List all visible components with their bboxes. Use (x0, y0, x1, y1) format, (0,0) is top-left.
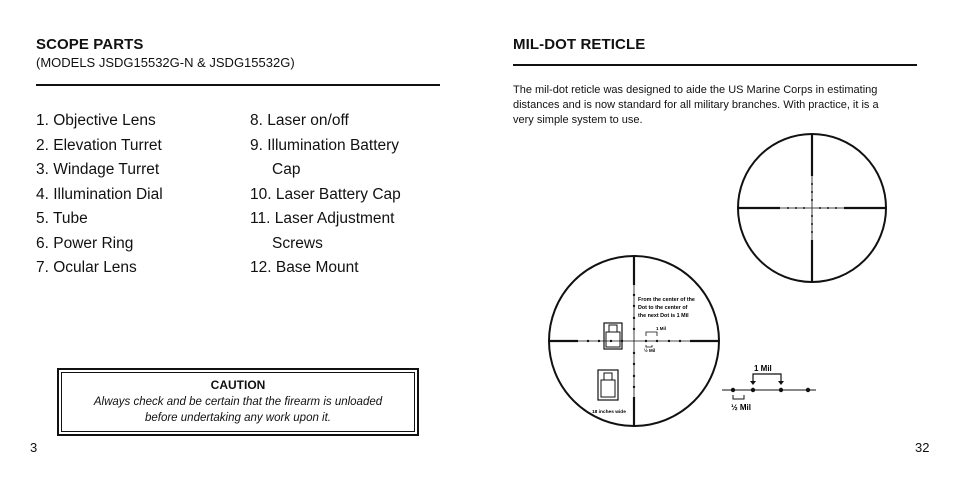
description-line: very simple system to use. (513, 114, 643, 126)
mil-dot (811, 215, 813, 217)
part-item: 4. Illumination Dial (36, 185, 163, 203)
part-item: 5. Tube (36, 210, 88, 227)
reticle-diagram-large (546, 253, 722, 429)
half-mil-label-large: ½ Mil (731, 403, 752, 412)
caution-inner-frame (61, 372, 415, 432)
part-item: 10. Laser Battery Cap (250, 185, 401, 203)
one-mil-label-large: 1 Mil (754, 364, 772, 373)
mil-dot (819, 207, 821, 209)
reticle-diagram-small (735, 131, 889, 285)
mil-dot-title: MIL-DOT RETICLE (513, 36, 646, 53)
mil-dot (598, 340, 600, 342)
mil-dot (811, 231, 813, 233)
mil-dot (811, 199, 813, 201)
mil-dot (633, 363, 635, 365)
mil-dot (795, 207, 797, 209)
one-mil-bracket-small (646, 332, 657, 336)
scale-dot (779, 388, 783, 392)
part-item: 9. Illumination Battery (250, 136, 400, 154)
mil-dot (803, 207, 805, 209)
part-item: 7. Ocular Lens (36, 259, 137, 276)
scale-dot (751, 388, 755, 392)
part-item: 6. Power Ring (36, 234, 134, 252)
part-item: 1. Objective Lens (36, 112, 156, 129)
mil-dot (633, 294, 635, 296)
mil-dot (633, 386, 635, 388)
mil-dot (633, 328, 635, 330)
scale-dot (806, 388, 810, 392)
one-mil-label-small: 1 Mil (656, 326, 667, 331)
half-mil-bracket-small (646, 345, 652, 347)
annotation-line-3: the next Dot is 1 Mil (638, 313, 689, 319)
parts-list-col1 (36, 109, 163, 281)
mil-dot-description (513, 83, 933, 128)
title-rule-left (36, 84, 440, 86)
mil-dot (679, 340, 681, 342)
mil-dot (811, 183, 813, 185)
mil-dot (827, 207, 829, 209)
mil-scale-detail (718, 360, 822, 416)
annotation-line-2: Dot to the center of (638, 305, 688, 311)
target-width-label: 18 inches wide (592, 410, 626, 415)
scope-parts-title: SCOPE PARTS (36, 36, 144, 53)
target-silhouette-upper (604, 323, 622, 349)
parts-list-col2 (250, 109, 401, 281)
mil-dot (656, 340, 658, 342)
part-item: 8. Laser on/off (250, 112, 349, 129)
description-line: distances and is now standard for all military branches. With practice, it is a (513, 99, 879, 111)
mil-dot (610, 340, 612, 342)
description-line: The mil-dot reticle was designed to aide the US Marine Corps in estimating (513, 84, 878, 96)
part-item: 11. Laser Adjustment (250, 210, 395, 227)
target-silhouette-lower (598, 370, 618, 400)
mil-dot (587, 340, 589, 342)
annotation-line-1: From the center of the (638, 297, 695, 303)
mil-dot (835, 207, 837, 209)
mil-dot (787, 207, 789, 209)
caution-box (57, 368, 419, 436)
part-item: 3. Windage Turret (36, 161, 160, 178)
mil-dot (633, 305, 635, 307)
mil-dot (633, 317, 635, 319)
half-mil-bracket-large (733, 395, 744, 399)
part-item-continuation: Cap (272, 161, 301, 178)
caution-line-2: before undertaking any work upon it. (144, 412, 332, 424)
one-mil-bracket-large (750, 374, 784, 385)
caution-title: CAUTION (210, 378, 266, 392)
mil-dot (633, 352, 635, 354)
mil-dot (645, 340, 647, 342)
part-item: 2. Elevation Turret (36, 136, 162, 154)
scale-dot (731, 388, 735, 392)
models-subtitle: (MODELS JSDG15532G-N & JSDG15532G) (36, 55, 295, 70)
title-rule-right (513, 64, 917, 66)
page-number-right: 32 (915, 440, 930, 455)
mil-dot (668, 340, 670, 342)
part-item-continuation: Screws (272, 234, 323, 252)
caution-line-1: Always check and be certain that the firearm is unloaded (93, 396, 383, 408)
mil-dot (633, 375, 635, 377)
mil-dot (811, 191, 813, 193)
part-item: 12. Base Mount (250, 259, 359, 276)
mil-dot (811, 223, 813, 225)
half-mil-label-small: ½ Mil (644, 348, 656, 353)
page-number-left: 3 (30, 440, 38, 455)
